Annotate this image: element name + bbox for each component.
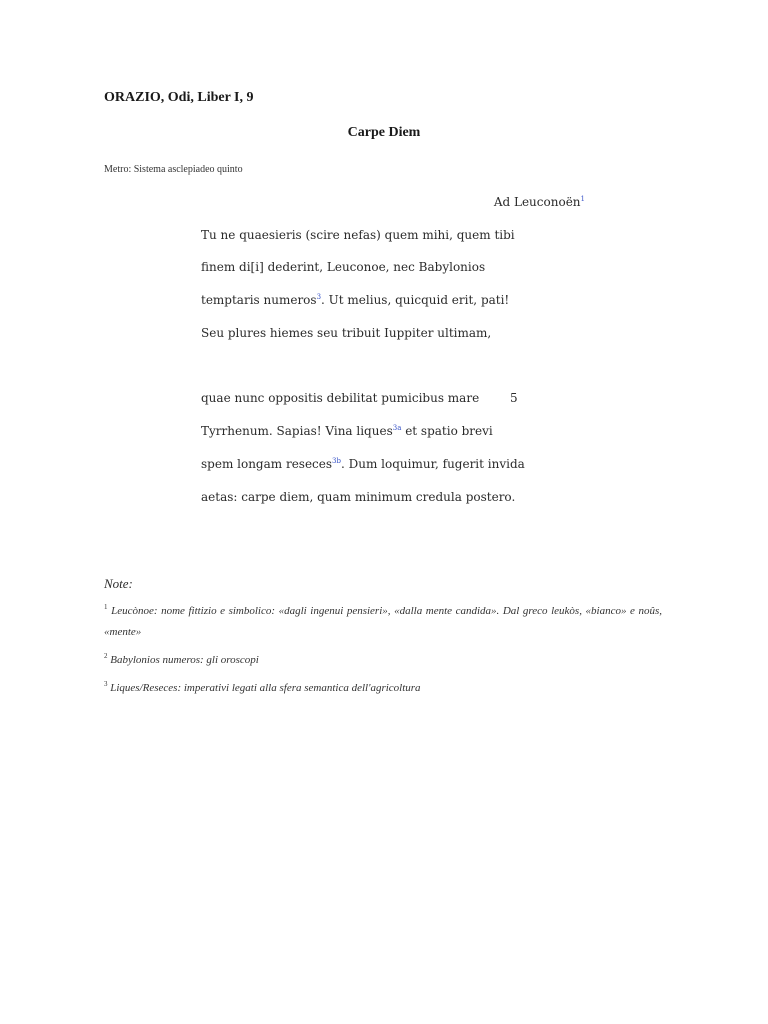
poem-title: Carpe Diem — [347, 125, 421, 140]
footnote-ref[interactable]: 1 — [580, 195, 585, 203]
footnote-text: Leucònoe: nome fittizio e simbolico: «dagli ingenui pensieri», «dalla mente candida». Dal greco leukòs, «bianco» e noûs, «mente» — [104, 605, 663, 638]
work-citation: ORAZIO, Odi, Liber I, 9 — [104, 90, 254, 105]
footnote-1 — [104, 601, 662, 643]
verse-text: et spatio brevi — [401, 424, 493, 438]
verse-line-2: finem di[i] dederint, Leuconoe, nec Babylonios — [201, 260, 486, 274]
dedication-text: Ad Leuconoën — [493, 195, 581, 209]
verse-text: spem longam reseces — [201, 457, 333, 471]
meter-label: Metro: Sistema asclepiadeo quinto — [104, 164, 243, 175]
footnote-ref[interactable]: 3 — [316, 293, 322, 301]
verse-line-4: Seu plures hiemes seu tribuit Iuppiter ultimam, — [201, 326, 492, 340]
notes-heading: Note: — [104, 576, 133, 591]
verse-text: Tyrrhenum. Sapias! Vina liques — [201, 424, 393, 438]
verse-text: temptaris numeros — [201, 293, 317, 307]
verse-line-5: quae nunc oppositis debilitat pumicibus mare — [201, 391, 480, 405]
verse-text: . Ut melius, quicquid erit, pati! — [321, 293, 510, 307]
verse-line-7 — [201, 457, 525, 471]
footnote-text: Babylonios numeros: gli oroscopi — [110, 654, 259, 666]
footnote-3 — [104, 678, 662, 699]
dedication — [494, 195, 585, 209]
footnote-ref[interactable]: 3b — [332, 457, 341, 465]
footnote-number: 2 — [104, 652, 108, 660]
footnote-2 — [104, 650, 662, 671]
verse-line-6 — [201, 424, 493, 438]
footnote-ref[interactable]: 3a — [392, 424, 402, 432]
line-number: 5 — [510, 391, 518, 405]
footnote-number: 3 — [104, 680, 108, 688]
verse-line-1: Tu ne quaesieris (scire nefas) quem mihi, quem tibi — [201, 228, 515, 242]
verse-text: . Dum loquimur, fugerit invida — [340, 457, 525, 471]
verse-line-8: aetas: carpe diem, quam minimum credula postero. — [201, 490, 516, 504]
footnote-number: 1 — [104, 603, 108, 611]
footnote-text: Liques/Reseces: imperativi legati alla sfera semantica dell'agricoltura — [110, 682, 421, 694]
verse-line-3 — [201, 293, 509, 307]
